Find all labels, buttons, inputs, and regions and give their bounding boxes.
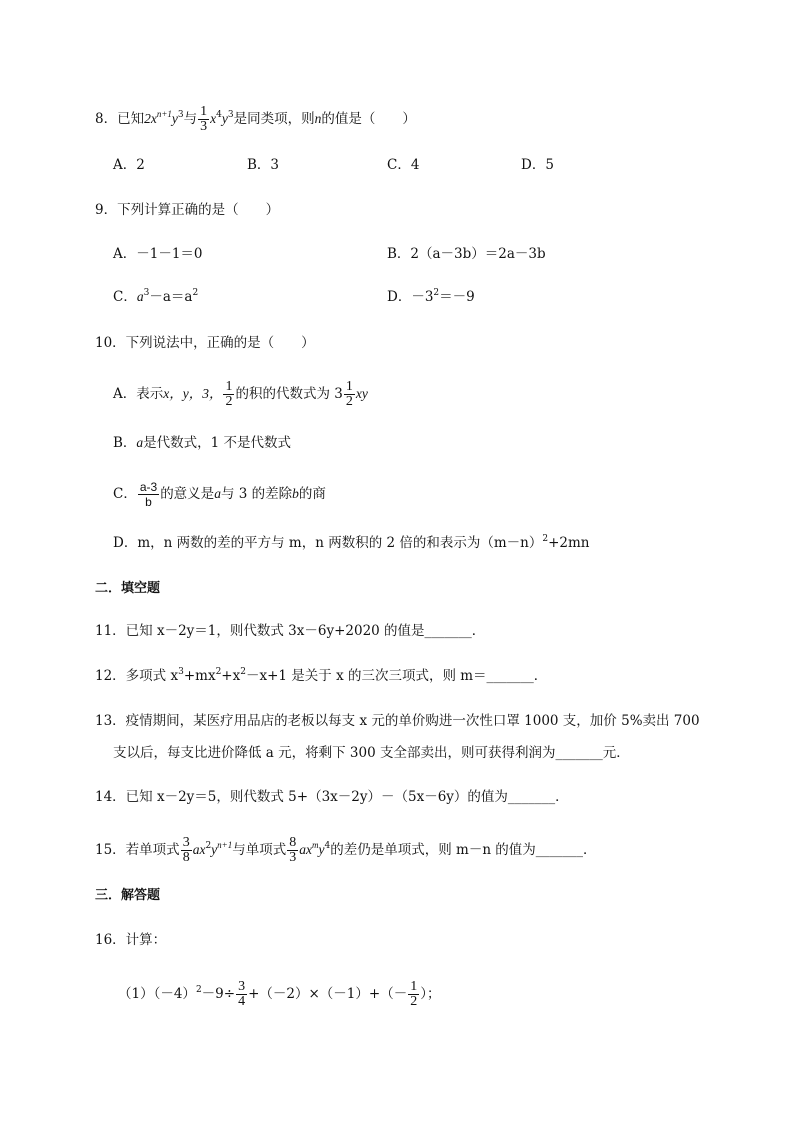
fraction: $\frac{1}{2}$ xyxy=(345,379,353,409)
fraction: $\frac{3}{4}$ xyxy=(238,979,246,1009)
question-11: 11．已知 x－2y＝1，则代数式 3x－6y+2020 的值是_______． xyxy=(95,623,486,639)
question-10: 10．下列说法中，正确的是（ ） xyxy=(95,335,315,351)
q9-option-a: A．－1－1＝0 xyxy=(113,246,203,262)
q8-option-d: D．5 xyxy=(521,157,554,173)
q10-option-a: A．表示x，y，3， $\frac{1}{2}$ 的积的代数式为 3 $\frac{1}{2}$ xy xyxy=(113,379,368,409)
question-9: 9．下列计算正确的是（ ） xyxy=(95,202,280,218)
question-15: 15．若单项式 $\frac{3}{8}$ $ax^2y^{n+1}$与单项式 $\frac{8}{3}$ $ax^my^4$的差仍是单项式，则 m－n 的值为_______． xyxy=(95,835,597,865)
fraction: $\frac{1}{3}$ xyxy=(200,104,208,134)
question-16: 16．计算： xyxy=(95,932,167,948)
section-heading: 三．解答题 xyxy=(95,888,161,903)
q9-option-c: C．$a^3-a=a^2$ xyxy=(113,288,199,305)
section-heading: 二．填空题 xyxy=(95,581,161,596)
q9-option-b: B．2（a－3b）＝2a－3b xyxy=(387,246,546,262)
question-12: 12．多项式 $x^3+mx^2+x^2-x+1$ 是关于 x 的三次三项式，则 m＝_______． xyxy=(95,667,548,684)
q8-option-c: C．4 xyxy=(387,157,420,173)
q10-option-c: C． $\frac{a-3}{b}$ 的意义是a与 3 的差除b的商 xyxy=(113,480,326,509)
question-14: 14．已知 x－2y＝5，则代数式 5+（3x－2y）－（5x－6y）的值为_______． xyxy=(95,789,569,805)
question-13: 13．疫情期间，某医疗用品店的老板以每支 x 元的单价购进一次性口罩 1000 支，加价 5%卖出 700 xyxy=(95,713,700,729)
fraction: $\frac{3}{8}$ xyxy=(182,835,190,865)
question-13-cont: 支以后，每支比进价降低 a 元，将剩下 300 支全部卖出，则可获得利润为_______元． xyxy=(113,745,630,761)
fraction: $\frac{8}{3}$ xyxy=(289,835,297,865)
question-16-part-1: $(1)(-4)^2-9\div$ $\frac{3}{4}$ +（－2）×（－1）+（－ $\frac{1}{2}$ ）； xyxy=(118,979,441,1009)
q10-option-d: D．m，n 两数的差的平方与 m，n 两数积的 2 倍的和表示为$(m-n)^2+2mn$ xyxy=(113,534,590,551)
fraction: $\frac{1}{2}$ xyxy=(410,979,418,1009)
question-8: 8．已知$2x^{n+1}y^3$与 $\frac{1}{3}$ $x^4y^3$是同类项，则n的值是（ ） xyxy=(95,104,416,134)
fraction: $\frac{a-3}{b}$ xyxy=(139,480,158,509)
q9-option-d: D．$-3^2=-9$ xyxy=(387,288,475,305)
q8-option-a: A．2 xyxy=(113,157,145,173)
q8-option-b: B．3 xyxy=(247,157,280,173)
q10-option-b: B．a是代数式，1 不是代数式 xyxy=(113,435,292,451)
fraction: $\frac{1}{2}$ xyxy=(225,379,233,409)
